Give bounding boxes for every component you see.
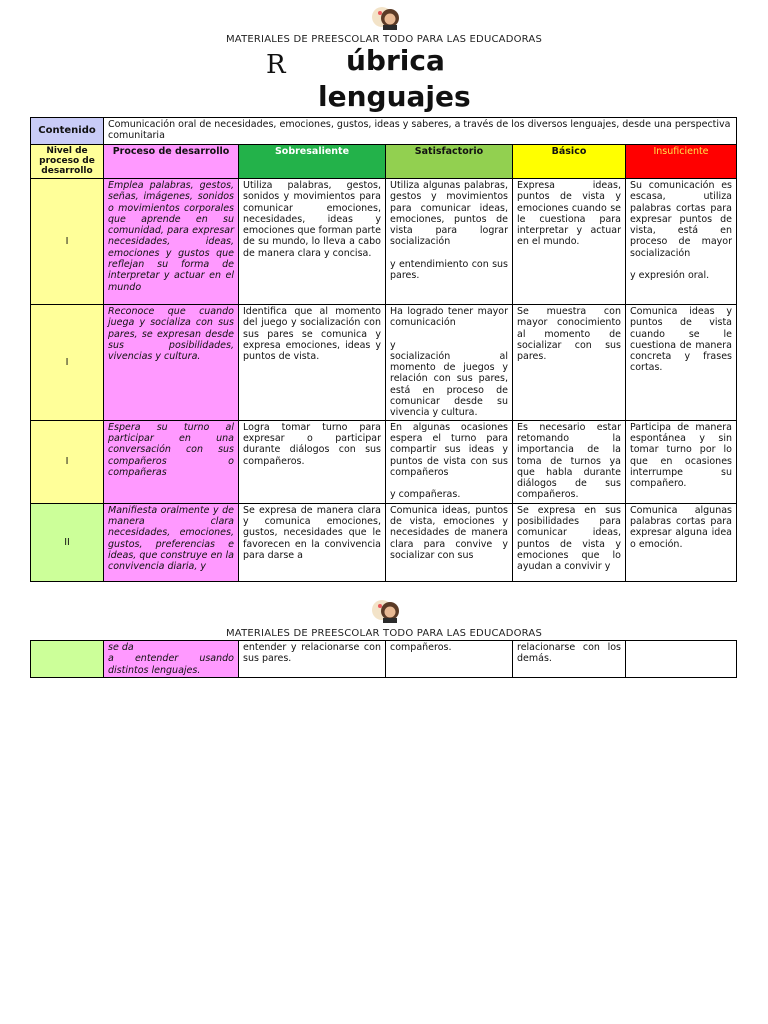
proceso-cell: Espera su turno al participar en una conversación con sus compañeros o compañeras [104,420,239,503]
educator-avatar-logo [371,597,401,623]
proceso-cell: Manifiesta oralmente y de manera clara necesidades, emociones, gustos, preferencias e ideas, que construye en la convivencia diaria, y [104,503,239,581]
header-insuficiente: Insuficiente [626,145,737,179]
contenido-label: Contenido [31,118,104,145]
proceso-cell: Emplea palabras, gestos, señas, imágenes, sonidos o movimientos corporales que aprende en su comunidad, para expresar necesidades, ideas, emociones y gustos que reflejan su forma de interpretar y actuar en el mundo [104,179,239,305]
insuficiente-cell: Comunica ideas y puntos de vista cuando se le cuestiona de manera concreta y frases cortas. [626,305,737,421]
basico-cell: relacionarse con los demás. [513,641,626,678]
proceso-cell: Reconoce que cuando juega y socializa con sus pares, se expresan desde sus posibilidades, vivencias y cultura. [104,305,239,421]
sobresaliente-cell: Utiliza palabras, gestos, sonidos y movimientos para comunicar emociones, necesidades, ideas y emociones que forman parte de su mundo, lo lleva a cabo de manera clara y concisa. [239,179,386,305]
level-cell [31,641,104,678]
site-header: MATERIALES DE PREESCOLAR TODO PARA LAS EDUCADORAS [225,34,542,45]
page-subtitle: lenguajes [318,80,471,113]
insuficiente-cell: Comunica algunas palabras cortas para expresar alguna idea o emoción. [626,503,737,581]
header-nivel: Nivel de proceso de desarrollo [31,145,104,179]
cell-text: y expresión oral. [630,270,710,282]
cell-text: socialización al momento de juegos y relación con sus pares, está en proceso de comunicar desde su vivencia y cultura. [390,350,508,419]
cell-text: se da [108,642,134,653]
level-cell: I [31,179,104,305]
satisfactorio-cell [386,179,513,305]
site-header: MATERIALES DE PREESCOLAR TODO PARA LAS EDUCADORAS [225,628,542,639]
table-row [31,641,737,678]
level-cell: I [31,420,104,503]
table-row [31,305,737,421]
cell-text: a entender usando distintos lenguajes. [108,653,234,676]
sobresaliente-cell: Identifica que al momento del juego y socialización con sus pares se comunica y expresa emociones, ideas y puntos de vista. [239,305,386,421]
basico-cell: Se muestra con mayor conocimiento al momento de socializar con sus pares. [513,305,626,421]
satisfactorio-cell [386,305,513,421]
level-cell: I [31,305,104,421]
cell-text: y [390,339,396,351]
level-cell: II [31,503,104,581]
header-satisfactorio: Satisfactorio [386,145,513,179]
sobresaliente-cell: entender y relacionarse con sus pares. [239,641,386,678]
satisfactorio-cell: compañeros. [386,641,513,678]
header-sobresaliente: Sobresaliente [239,145,386,179]
cell-text: Utiliza algunas palabras, gestos y movimientos para comunicar ideas, emociones, puntos de vista para lograr socialización [390,180,508,248]
basico-cell: Expresa ideas, puntos de vista y emociones cuando se le cuestiona para interpretar y actuar en el mundo. [513,179,626,305]
title-initial: R [266,50,286,80]
header-proceso: Proceso de desarrollo [104,145,239,179]
header-basico: Básico [513,145,626,179]
educator-avatar-logo [371,4,401,30]
page-title: úbrica [346,44,445,77]
basico-cell: Se expresa en sus posibilidades para comunicar ideas, puntos de vista y emociones que lo ayudan a convivir y [513,503,626,581]
rubric-table-continuation [30,640,737,678]
cell-text: Su comunicación es escasa, utiliza palabras cortas para expresar puntos de vista, está en proceso de mayor socialización [630,180,732,259]
table-row [31,420,737,503]
sobresaliente-cell: Se expresa de manera clara y comunica emociones, gustos, necesidades que le favorecen en la convivencia para darse a [239,503,386,581]
basico-cell: Es necesario estar retomando la importancia de la toma de turnos ya que habla durante diálogos de sus compañeros. [513,420,626,503]
proceso-cell [104,641,239,678]
insuficiente-cell [626,179,737,305]
satisfactorio-cell [386,420,513,503]
rubric-table [30,117,737,582]
contenido-text: Comunicación oral de necesidades, emociones, gustos, ideas y saberes, a través de los diversos lenguajes, desde una perspectiva comunitaria [104,118,737,145]
cell-text: Ha logrado tener mayor comunicación [390,306,508,329]
cell-text: y compañeras. [390,489,461,501]
table-row [31,503,737,581]
table-row [31,179,737,305]
cell-text: En algunas ocasiones espera el turno para compartir sus ideas y puntos de vista con sus compañeros [390,421,508,478]
satisfactorio-cell: Comunica ideas, puntos de vista, emociones y necesidades de manera clara para convive y socializar con sus [386,503,513,581]
cell-text: y entendimiento con sus pares. [390,258,508,282]
sobresaliente-cell: Logra tomar turno para expresar o participar durante diálogos con sus compañeros. [239,420,386,503]
insuficiente-cell [626,641,737,678]
insuficiente-cell: Participa de manera espontánea y sin tomar turno por lo que en ocasiones interrumpe su compañero. [626,420,737,503]
